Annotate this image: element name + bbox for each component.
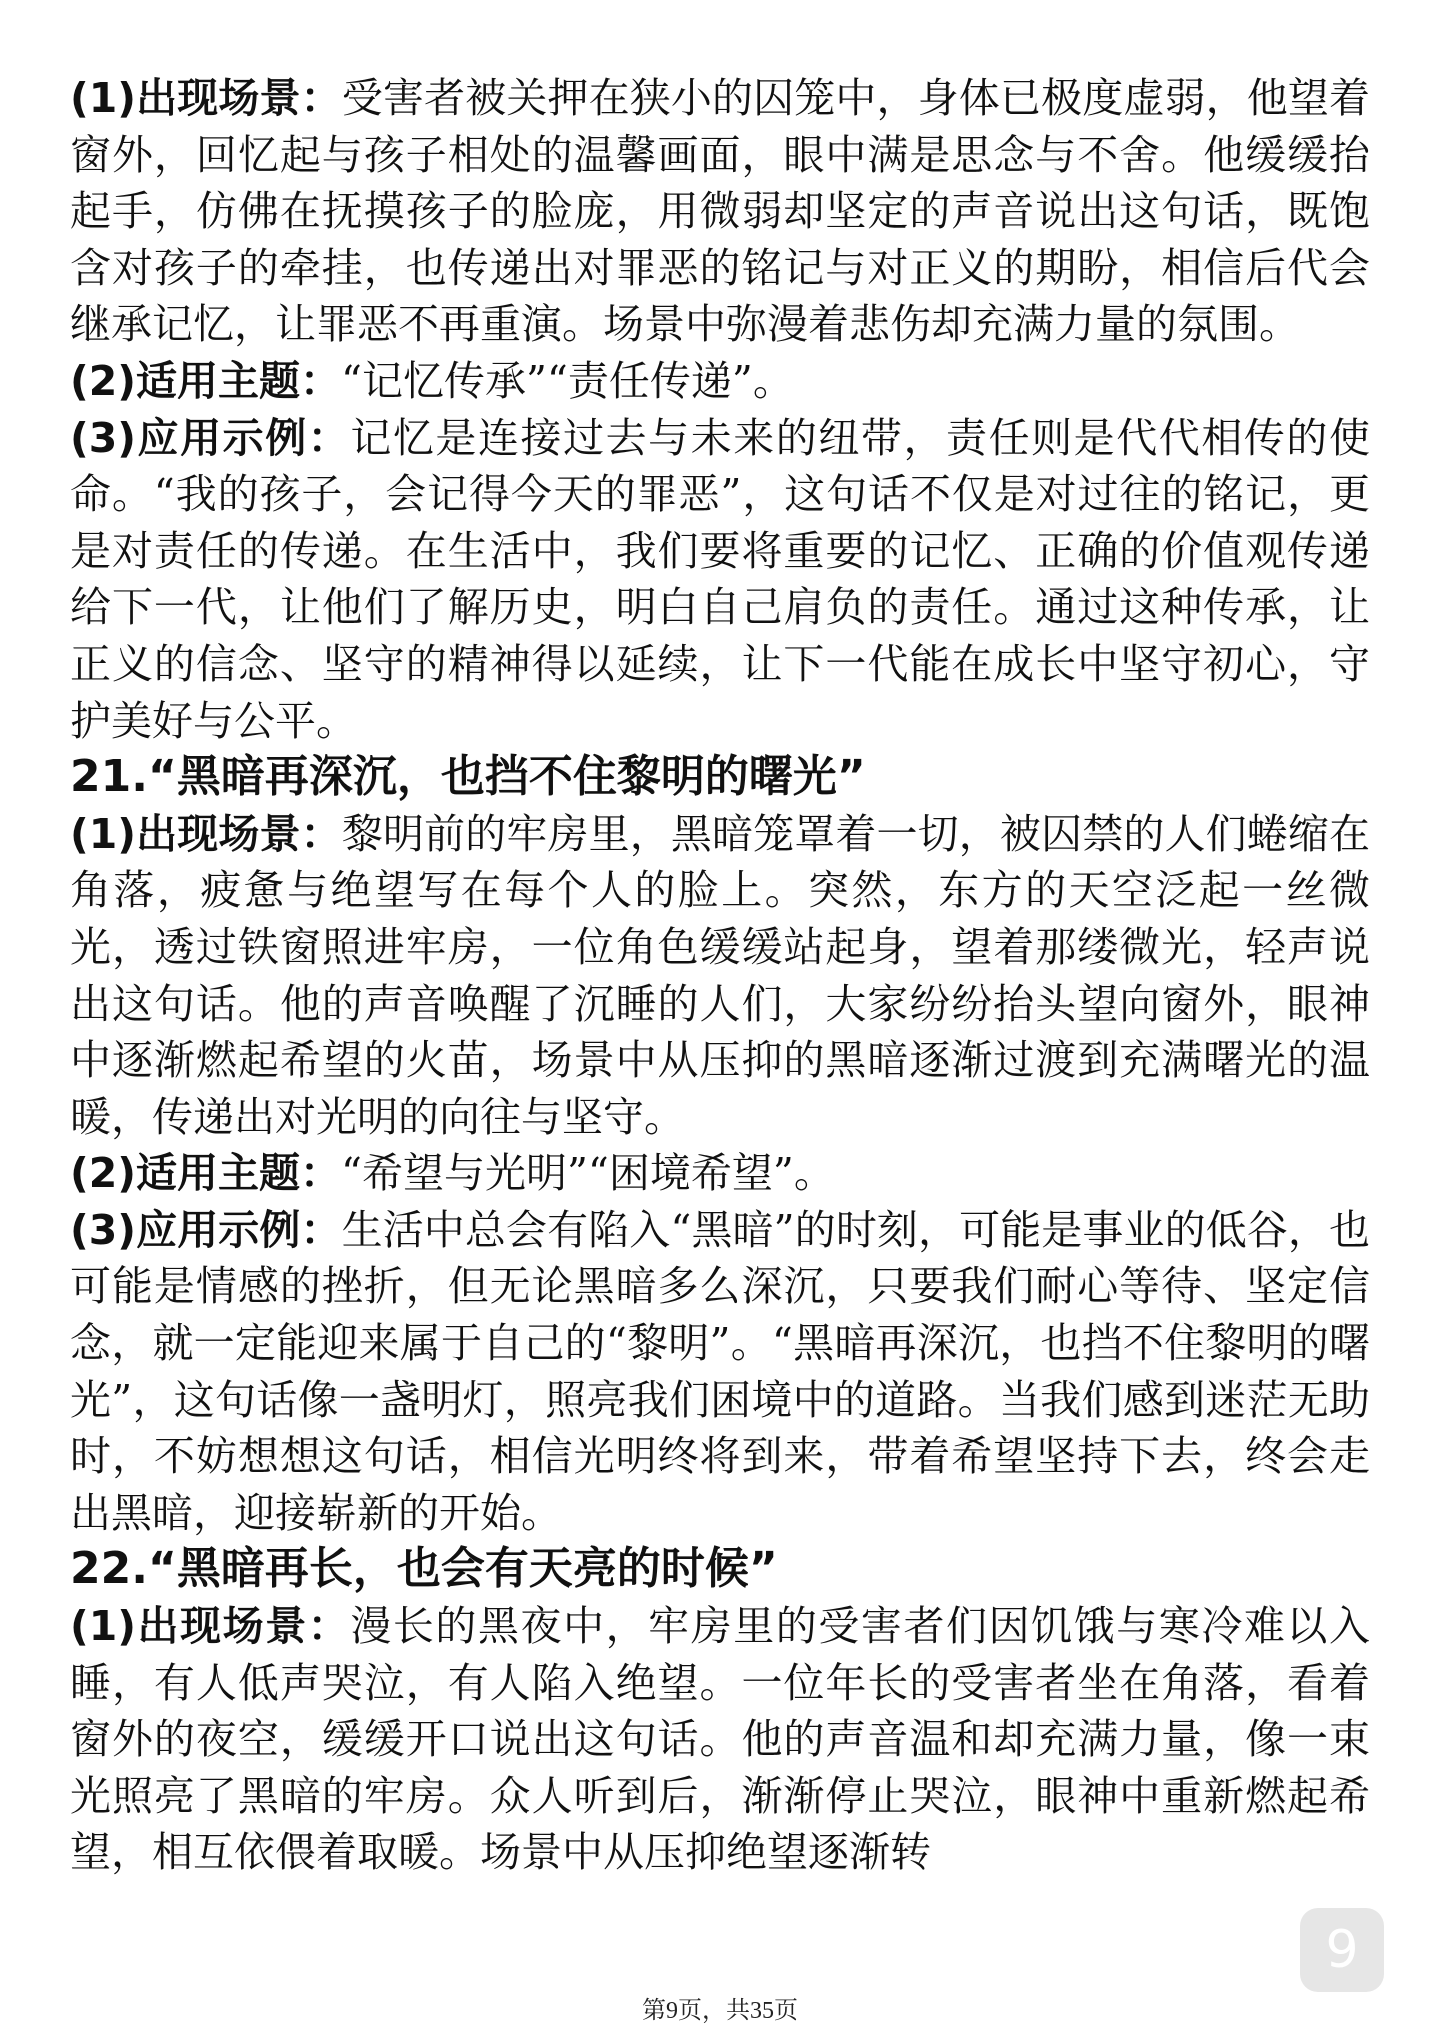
paragraph-theme xyxy=(70,1145,1370,1202)
section-heading-22: 22.“黑暗再长，也会有天亮的时候” xyxy=(70,1543,778,1595)
paragraph-label: (1)出现场景： xyxy=(70,809,342,858)
paragraph-label: (2)适用主题： xyxy=(70,356,342,405)
paragraph-theme xyxy=(70,353,1370,410)
paragraph-label: (3)应用示例： xyxy=(70,413,351,462)
paragraph-label: (3)应用示例： xyxy=(70,1205,342,1254)
page-number-badge: 9 xyxy=(1300,1908,1384,1992)
paragraph-example xyxy=(70,1202,1370,1542)
paragraph-text: 记忆是连接过去与未来的纽带，责任则是代代相传的使命。“我的孩子，会记得今天的罪恶”，这句话不仅是对过往的铭记，更是对责任的传递。在生活中，我们要将重要的记忆、正确的价值观传递给下一代，让他们了解历史，明白自己肩负的责任。通过这种传承，让正义的信念、坚守的精神得以延续，让下一代能在成长中坚守初心，守护美好与公平。 xyxy=(70,413,1370,745)
paragraph-text: 黎明前的牢房里，黑暗笼罩着一切，被囚禁的人们蜷缩在角落，疲惫与绝望写在每个人的脸上。突然，东方的天空泛起一丝微光，透过铁窗照进牢房，一位角色缓缓站起身，望着那缕微光，轻声说出这句话。他的声音唤醒了沉睡的人们，大家纷纷抬头望向窗外，眼神中逐渐燃起希望的火苗，场景中从压抑的黑暗逐渐过渡到充满曙光的温暖，传递出对光明的向往与坚守。 xyxy=(70,809,1370,1141)
page-footer: 第9页，共35页 xyxy=(642,1998,798,2024)
paragraph-label: (1)出现场景： xyxy=(70,1602,351,1651)
paragraph-scene xyxy=(70,1598,1370,1881)
paragraph-label: (2)适用主题： xyxy=(70,1149,342,1198)
paragraph-text: 漫长的黑夜中，牢房里的受害者们因饥饿与寒冷难以入睡，有人低声哭泣，有人陷入绝望。一位年长的受害者坐在角落，看着窗外的夜空，缓缓开口说出这句话。他的声音温和却充满力量，像一束光照亮了黑暗的牢房。众人听到后，渐渐停止哭泣，眼神中重新燃起希望，相互依偎着取暖。场景中从压抑绝望逐渐转 xyxy=(70,1602,1370,1877)
paragraph-text: “希望与光明”“困境希望”。 xyxy=(341,1149,835,1198)
paragraph-text: “记忆传承”“责任传递”。 xyxy=(341,356,794,405)
paragraph-example xyxy=(70,410,1370,750)
paragraph-scene xyxy=(70,70,1370,353)
paragraph-text: 生活中总会有陷入“黑暗”的时刻，可能是事业的低谷，也可能是情感的挫折，但无论黑暗多么深沉，只要我们耐心等待、坚定信念，就一定能迎来属于自己的“黎明”。“黑暗再深沉，也挡不住黎明的曙光”，这句话像一盏明灯，照亮我们困境中的道路。当我们感到迷茫无助时，不妨想想这句话，相信光明终将到来，带着希望坚持下去，终会走出黑暗，迎接崭新的开始。 xyxy=(70,1205,1370,1537)
paragraph-label: (1)出现场景： xyxy=(70,74,342,122)
paragraph-scene xyxy=(70,806,1370,1146)
paragraph-text: 受害者被关押在狭小的囚笼中，身体已极度虚弱，他望着窗外，回忆起与孩子相处的温馨画面，眼中满是思念与不舍。他缓缓抬起手，仿佛在抚摸孩子的脸庞，用微弱却坚定的声音说出这句话，既饱含对孩子的牵挂，也传递出对罪恶的铭记与对正义的期盼，相信后代会继承记忆，让罪恶不再重演。场景中弥漫着悲伤却充满力量的氛围。 xyxy=(70,74,1370,349)
section-heading-21: 21.“黑暗再深沉，也挡不住黎明的曙光” xyxy=(70,751,866,803)
document-body xyxy=(70,70,1370,1881)
